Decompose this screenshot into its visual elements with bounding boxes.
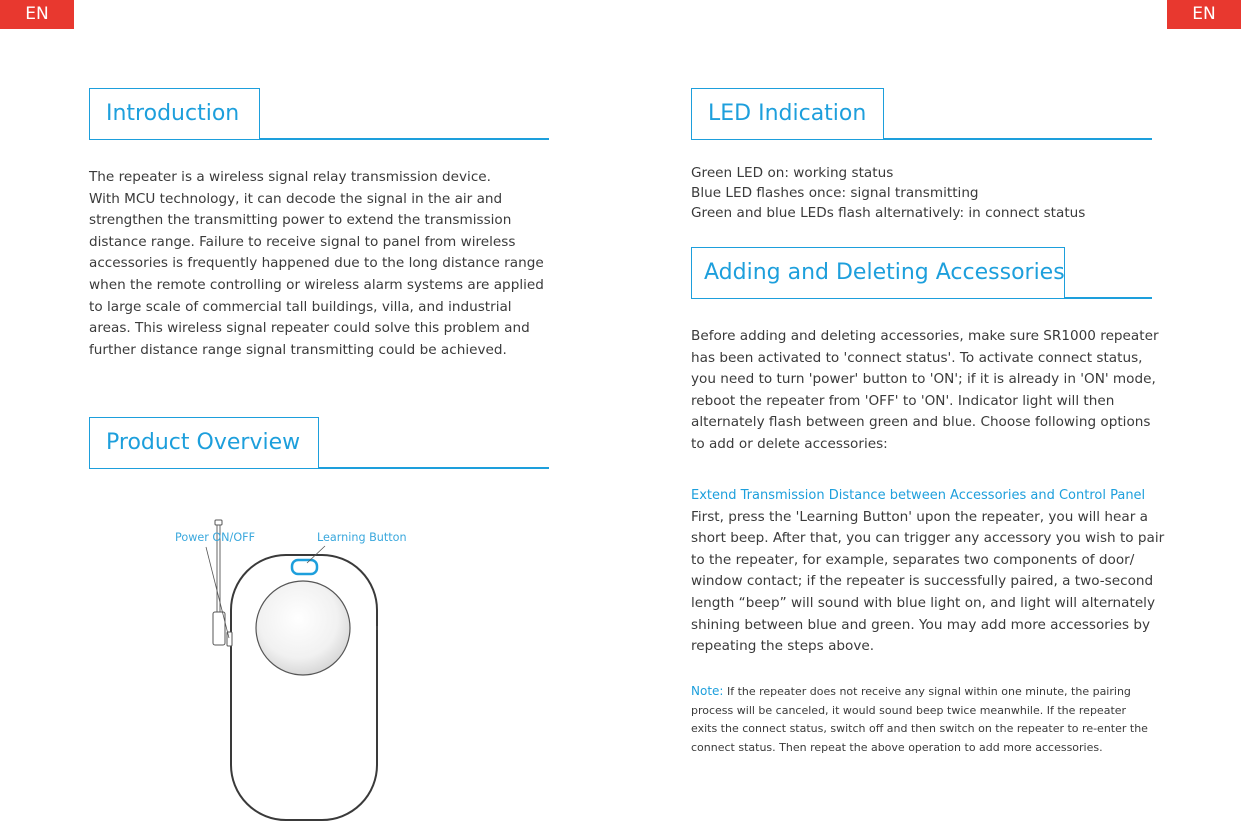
extend-line: window contact; if the repeater is successfully paired, a two-second — [691, 573, 1154, 590]
introduction-line: further distance range signal transmitting could be achieved. — [89, 341, 507, 358]
adding-line: to add or delete accessories: — [691, 435, 888, 452]
note-line: If the repeater does not receive any signal within one minute, the pairing — [723, 685, 1131, 698]
product-overview-heading: Product Overview — [89, 417, 319, 468]
power-callout-label: Power ON/OFF — [175, 531, 256, 544]
language-tab-right: EN — [1167, 0, 1241, 29]
note-line: connect status. Then repeat the above operation to add more accessories. — [691, 740, 1103, 754]
adding-line: alternately flash between green and blue. Choose following options — [691, 414, 1151, 431]
sensor-dome — [256, 581, 350, 675]
adding-line: Before adding and deleting accessories, make sure SR1000 repeater — [691, 328, 1159, 344]
extend-line: length “beep” will sound with blue light on, and light will alternately — [691, 594, 1156, 611]
extend-section — [691, 485, 1181, 658]
adding-deleting-intro — [691, 326, 1181, 456]
adding-line: you need to turn 'power' button to 'ON'; if it is already in 'ON' mode, — [691, 371, 1156, 388]
introduction-line: when the remote controlling or wireless alarm systems are applied — [89, 276, 544, 293]
learning-button-callout-label: Learning Button — [317, 531, 407, 544]
adding-line: has been activated to 'connect status'. To activate connect status, — [691, 349, 1143, 366]
language-tab-left: EN — [0, 0, 74, 29]
note-line: process will be canceled, it would sound beep twice meanwhile. If the repeater — [691, 703, 1127, 717]
introduction-line: The repeater is a wireless signal relay transmission device. — [89, 169, 491, 185]
introduction-line: distance range. Failure to receive signal to panel from wireless — [89, 233, 516, 250]
extend-line: to the repeater, for example, separates two components of door/ — [691, 551, 1135, 568]
repeater-body — [231, 555, 377, 820]
introduction-text — [89, 167, 559, 361]
note-block — [691, 682, 1181, 757]
introduction-line: With MCU technology, it can decode the signal in the air and — [89, 190, 503, 207]
extend-line: shining between blue and green. You may add more accessories by — [691, 616, 1151, 633]
introduction-heading: Introduction — [89, 88, 260, 139]
led-indication-heading: LED Indication — [691, 88, 884, 139]
note-line: exits the connect status, switch off and then switch on the repeater to re-enter the — [691, 722, 1148, 735]
adding-deleting-heading: Adding and Deleting Accessories — [691, 247, 1065, 298]
led-line: Blue LED flashes once: signal transmitting — [691, 185, 979, 201]
learning-button — [292, 560, 317, 574]
note-label: Note: — [691, 684, 724, 698]
led-indication-text — [691, 163, 1171, 223]
extend-line: repeating the steps above. — [691, 638, 875, 655]
extend-line: First, press the 'Learning Button' upon the repeater, you will hear a — [691, 508, 1148, 525]
power-switch — [227, 632, 232, 646]
led-line: Green and blue LEDs flash alternatively: in connect status — [691, 205, 1086, 221]
introduction-line: accessories is frequently happened due to the long distance range — [89, 255, 544, 272]
led-line: Green LED on: working status — [691, 165, 894, 181]
extend-line: short beep. After that, you can trigger any accessory you wish to pair — [691, 530, 1165, 547]
introduction-line: areas. This wireless signal repeater could solve this problem and — [89, 320, 530, 337]
introduction-line: to large scale of commercial tall buildings, villa, and industrial — [89, 298, 512, 315]
introduction-line: strengthen the transmitting power to extend the transmission — [89, 212, 512, 229]
extend-subheading: Extend Transmission Distance between Accessories and Control Panel — [691, 488, 1146, 503]
adding-line: reboot the repeater from 'OFF' to 'ON'. Indicator light will then — [691, 392, 1115, 409]
